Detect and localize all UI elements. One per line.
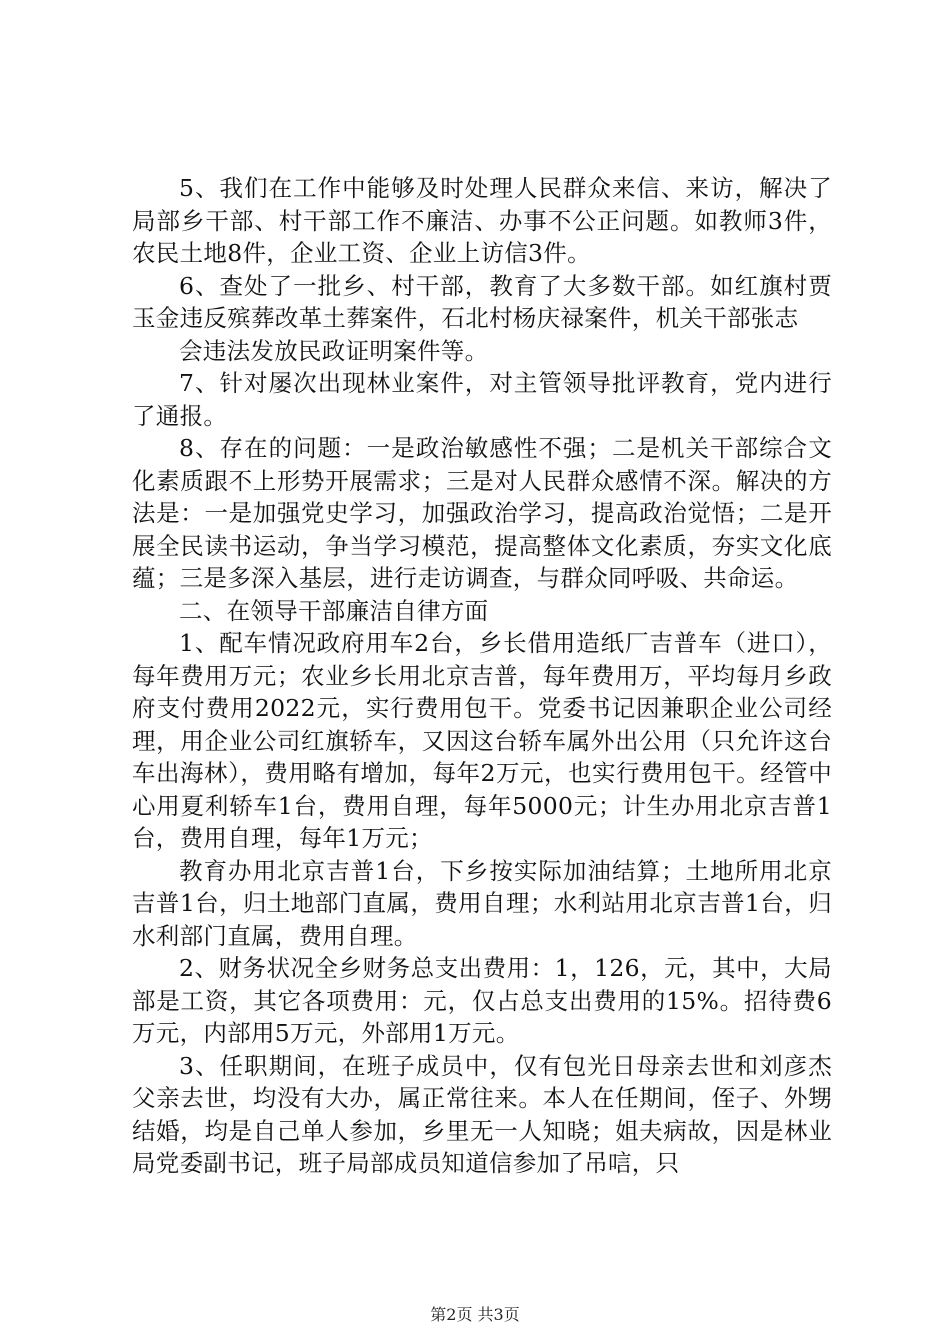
paragraph-item-8: 8、存在的问题：一是政治敏感性不强；二是机关干部综合文化素质跟不上形势开展需求；三是对人民群众感情不深。解决的方法是：一是加强党史学习，加强政治学习，提高政治觉悟；二是开展全民读书运动，争当学习模范，提高整体文化素质，夯实文化底蕴；三是多深入基层，进行走访调查，与群众同呼吸、共命运。 [132, 434, 832, 592]
paragraph-item-7: 7、针对屡次出现林业案件，对主管领导批评教育，党内进行了通报。 [132, 369, 832, 430]
page-number-label: 第2页 共3页 [430, 1305, 520, 1324]
paragraph-item-6: 6、查处了一批乡、村干部，教育了大多数干部。如红旗村贾玉金违反殡葬改革土葬案件，石北村杨庆禄案件，机关干部张志 [132, 271, 832, 332]
paragraph-item-5: 5、我们在工作中能够及时处理人民群众来信、来访，解决了局部乡干部、村干部工作不廉洁、办事不公正问题。如教师3件，农民土地8件，企业工资、企业上访信3件。 [132, 174, 832, 267]
paragraph-vehicles-continued: 教育办用北京吉普1台，下乡按实际加油结算；土地所用北京吉普1台，归土地部门直属，费用自理；水利站用北京吉普1台，归水利部门直属，费用自理。 [132, 856, 832, 950]
paragraph-finance: 2、财务状况全乡财务总支出费用：1，126，元，其中，大局部是工资，其它各项费用：元，仅占总支出费用的15%。招待费6万元，内部用5万元，外部用1万元。 [132, 954, 832, 1047]
paragraph-tenure: 3、任职期间，在班子成员中，仅有包光日母亲去世和刘彦杰父亲去世，均没有大办，属正常往来。本人在任期间，侄子、外甥结婚，均是自己单人参加，乡里无一人知晓；姐夫病故，因是林业局党委副书记，班子局部成员知道信参加了吊唁，只 [132, 1051, 832, 1177]
section-heading-2: 二、在领导干部廉洁自律方面 [179, 596, 489, 625]
document-body [132, 172, 832, 1180]
paragraph-vehicles: 1、配车情况政府用车2台，乡长借用造纸厂吉普车（进口），每年费用万元；农业乡长用北京吉普，每年费用万，平均每月乡政府支付费用2022元，实行费用包干。党委书记因兼职企业公司经理，用企业公司红旗轿车，又因这台轿车属外出公用（只允许这台车出海林），费用略有增加，每年2万元，也实行费用包干。经管中心用夏利轿车1台，费用自理，每年5000元；计生办用北京吉普1台，费用自理，每年1万元； [132, 629, 832, 852]
page-footer [0, 1302, 950, 1325]
paragraph-item-6-continued: 会违法发放民政证明案件等。 [179, 336, 489, 365]
